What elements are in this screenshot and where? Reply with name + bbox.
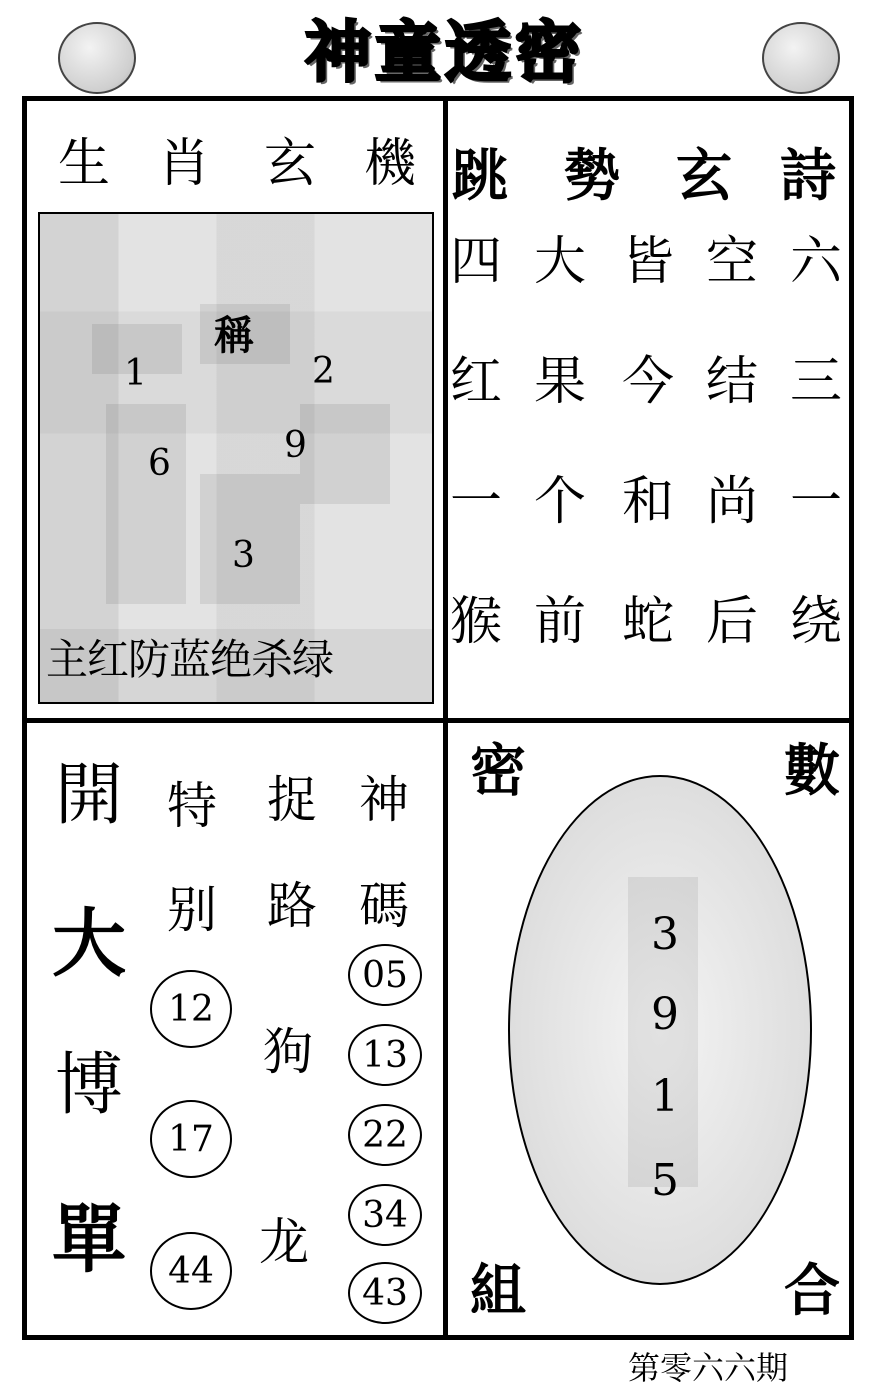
- zodiac-title-char: 玄: [264, 134, 317, 194]
- road-column-char: 捉: [267, 771, 317, 829]
- poem-char: 今: [621, 352, 674, 412]
- poem-char: 大: [533, 232, 586, 292]
- side-title-char: 單: [52, 1197, 126, 1283]
- zodiac-title-char: 生: [58, 134, 111, 194]
- road-column-char: 龙: [259, 1213, 309, 1271]
- poem-char: 果: [533, 352, 586, 412]
- special-number-circle: 17: [150, 1100, 232, 1178]
- poem-char: 后: [705, 592, 758, 652]
- road-column-char: 狗: [263, 1023, 313, 1081]
- poem-char: 猴: [449, 592, 502, 652]
- poem-char: 三: [789, 352, 842, 412]
- god-number-circle: 05: [348, 944, 422, 1006]
- god-number-circle: 22: [348, 1104, 422, 1166]
- god-number-circle: 34: [348, 1184, 422, 1246]
- zodiac-title-char: 肖: [158, 134, 211, 194]
- poem-char: 一: [449, 472, 502, 532]
- poem-char: 尚: [705, 472, 758, 532]
- poem-char: 红: [449, 352, 502, 412]
- zodiac-number: 3: [232, 535, 255, 576]
- zodiac-center-char: 稱: [214, 313, 254, 359]
- special-column-char: 别: [167, 881, 217, 939]
- god-number-circle: 43: [348, 1262, 422, 1324]
- poem-char: 绕: [789, 592, 842, 652]
- side-title-char: 大: [52, 901, 126, 987]
- poem-title-char: 跳: [452, 144, 508, 209]
- poem-title-char: 詩: [780, 144, 836, 209]
- horizontal-divider: [22, 718, 854, 723]
- poem-char: 一: [789, 472, 842, 532]
- zodiac-number: 2: [312, 351, 335, 392]
- corner-label-top-left: 密: [470, 739, 526, 804]
- poem-char: 四: [449, 232, 502, 292]
- poem-char: 空: [705, 232, 758, 292]
- god-column-char: 碼: [359, 877, 409, 935]
- issue-period: 第零六六期: [628, 1349, 789, 1387]
- decorative-orb-left: [58, 22, 136, 94]
- poem-title-char: 玄: [676, 144, 732, 209]
- corner-label-bottom-right: 合: [784, 1259, 840, 1324]
- corner-label-top-right: 數: [784, 739, 840, 804]
- zodiac-number: 6: [148, 443, 171, 484]
- zodiac-title-char: 機: [364, 134, 417, 194]
- zodiac-number: 1: [124, 353, 147, 394]
- poem-char: 皆: [621, 232, 674, 292]
- zodiac-clue-box: [38, 212, 434, 704]
- secret-number: 5: [651, 1155, 679, 1206]
- poem-char: 前: [533, 592, 586, 652]
- secret-number: 3: [651, 909, 679, 960]
- poem-char: 结: [705, 352, 758, 412]
- zodiac-number: 9: [284, 425, 307, 466]
- poem-title-char: 勢: [564, 144, 620, 209]
- poem-char: 个: [533, 472, 586, 532]
- decorative-orb-right: [762, 22, 840, 94]
- side-title-char: 開: [54, 756, 123, 835]
- page-title: 神童透密: [305, 14, 585, 91]
- zodiac-bottom-text: 主红防蓝绝杀绿: [46, 635, 334, 684]
- special-number-circle: 44: [150, 1232, 232, 1310]
- secret-number: 9: [651, 989, 679, 1040]
- side-title-char: 博: [54, 1046, 123, 1125]
- poem-char: 六: [789, 232, 842, 292]
- secret-number: 1: [651, 1071, 679, 1122]
- corner-label-bottom-left: 組: [470, 1259, 526, 1324]
- god-number-circle: 13: [348, 1024, 422, 1086]
- god-column-char: 神: [359, 771, 409, 829]
- road-column-char: 路: [267, 877, 317, 935]
- poem-char: 和: [621, 472, 674, 532]
- poem-char: 蛇: [621, 592, 674, 652]
- special-column-char: 特: [167, 777, 217, 835]
- special-number-circle: 12: [150, 970, 232, 1048]
